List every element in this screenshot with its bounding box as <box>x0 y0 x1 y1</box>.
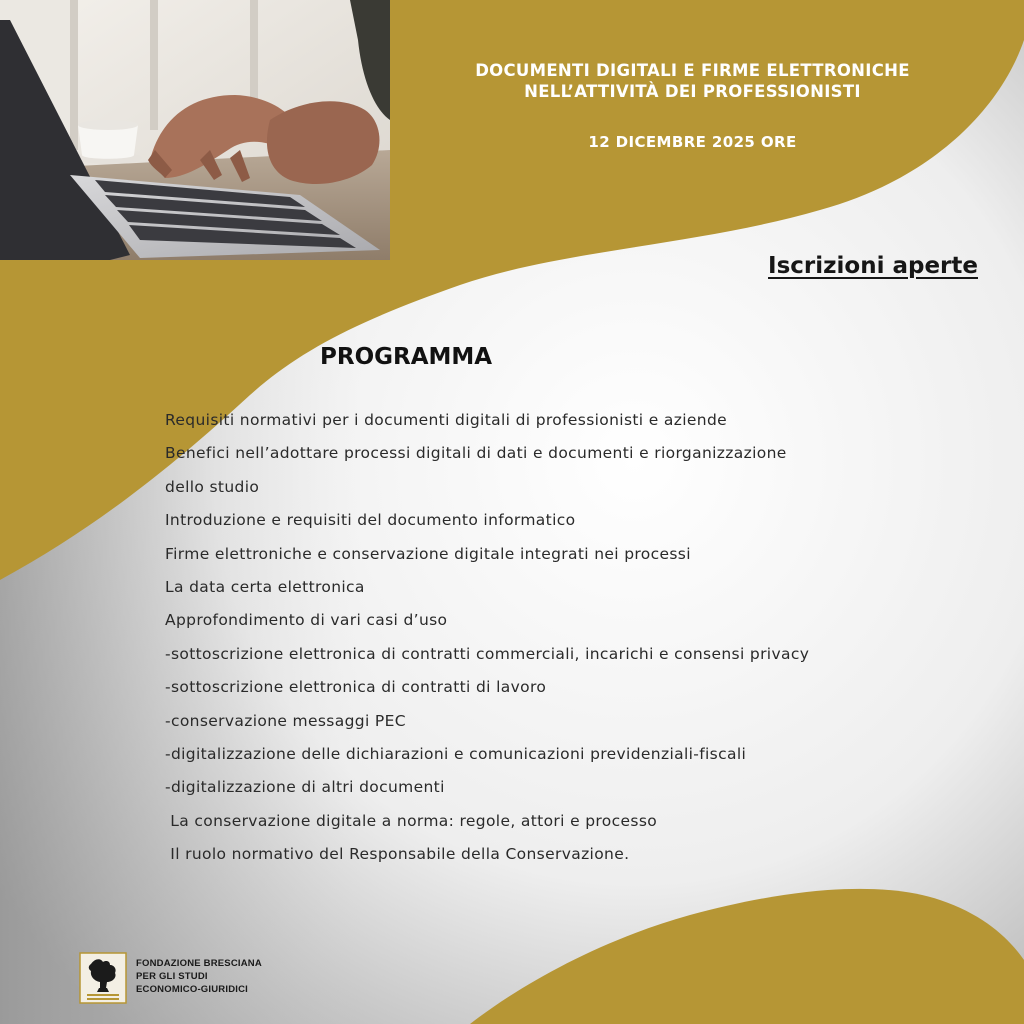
program-item: Il ruolo normativo del Responsabile della Conservazione. <box>165 845 630 864</box>
program-item: -conservazione messaggi PEC <box>165 711 406 730</box>
program-item: dello studio <box>165 477 260 496</box>
program-item: -digitalizzazione delle dichiarazioni e comunicazioni previdenziali-fiscali <box>165 744 747 763</box>
event-date: 12 DICEMBRE 2025 ORE <box>588 133 797 151</box>
program-item: Firme elettroniche e conservazione digitale integrati nei processi <box>165 544 691 563</box>
program-item: -digitalizzazione di altri documenti <box>165 778 445 797</box>
program-item: Approfondimento di vari casi d’uso <box>165 611 448 630</box>
event-title-line2: NELL’ATTIVITÀ DEI PROFESSIONISTI <box>524 82 861 101</box>
laptop-typing-photo <box>0 0 390 260</box>
program-item: Benefici nell’adottare processi digitali di dati e documenti e riorganizzazione <box>165 444 787 463</box>
program-item: Introduzione e requisiti del documento informatico <box>165 511 576 530</box>
program-item: La data certa elettronica <box>165 577 365 596</box>
foundation-seal-logo-icon <box>79 952 127 1004</box>
program-item: -sottoscrizione elettronica di contratti commerciali, incarichi e consensi privacy <box>165 644 810 663</box>
registration-link[interactable]: Iscrizioni aperte <box>768 253 978 279</box>
program-heading: PROGRAMMA <box>320 344 493 370</box>
event-title-line1: DOCUMENTI DIGITALI E FIRME ELETTRONICHE <box>475 61 910 80</box>
program-list <box>165 404 985 871</box>
foundation-name <box>136 957 262 996</box>
program-item: La conservazione digitale a norma: regole, attori e processo <box>165 811 658 830</box>
event-title <box>420 60 965 102</box>
program-item: -sottoscrizione elettronica di contratti di lavoro <box>165 678 547 697</box>
foundation-name-line1: FONDAZIONE BRESCIANA <box>136 958 262 969</box>
foundation-name-line2: PER GLI STUDI <box>136 971 208 982</box>
foundation-name-line3: ECONOMICO-GIURIDICI <box>136 984 248 995</box>
program-item: Requisiti normativi per i documenti digitali di professionisti e aziende <box>165 411 728 429</box>
